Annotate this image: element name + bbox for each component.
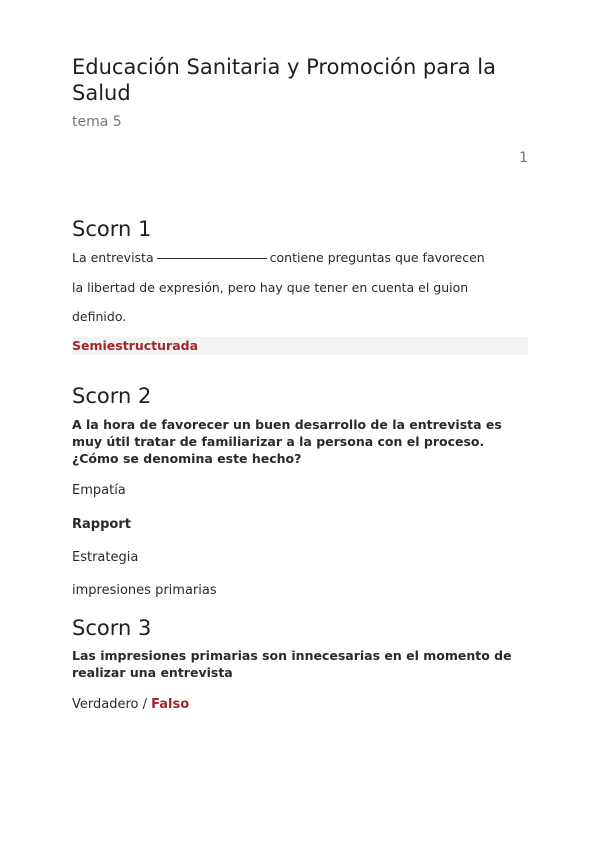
document-subtitle: tema 5 (72, 114, 122, 130)
question-2-option-impresiones: impresiones primarias (72, 583, 217, 598)
page-number: 1 (519, 150, 528, 166)
option-separator: / (138, 697, 152, 712)
section-heading-scorn-2: Scorn 2 (72, 384, 152, 408)
fill-in-blank (157, 258, 267, 259)
option-falso: Falso (151, 697, 190, 712)
question-2-option-estrategia: Estrategia (72, 550, 139, 565)
section-heading-scorn-3: Scorn 3 (72, 616, 152, 640)
question-1-text-before-blank: La entrevista (72, 250, 154, 265)
question-3-text: Las impresiones primarias son innecesarias en el momento de realizar una entrevista (72, 648, 512, 680)
question-1-answer: Semiestructurada (72, 338, 199, 353)
question-2-option-rapport: Rapport (72, 517, 131, 532)
question-3-options (72, 697, 189, 712)
document-title: Educación Sanitaria y Promoción para la Salud (72, 55, 497, 105)
question-1-text-after-blank: contiene preguntas que favorecen (269, 250, 485, 265)
section-heading-scorn-1: Scorn 1 (72, 217, 152, 241)
question-1-line-2: la libertad de expresión, pero hay que tener en cuenta el guion (72, 280, 469, 295)
question-1-line-1 (72, 250, 485, 265)
option-verdadero: Verdadero (72, 697, 139, 712)
question-2-text: A la hora de favorecer un buen desarrollo de la entrevista es muy útil tratar de familiarizar a la persona con el proceso. ¿Cómo se denomina este hecho? (72, 417, 502, 466)
question-2-option-empatia: Empatía (72, 483, 126, 498)
question-1-line-3: definido. (72, 309, 127, 324)
